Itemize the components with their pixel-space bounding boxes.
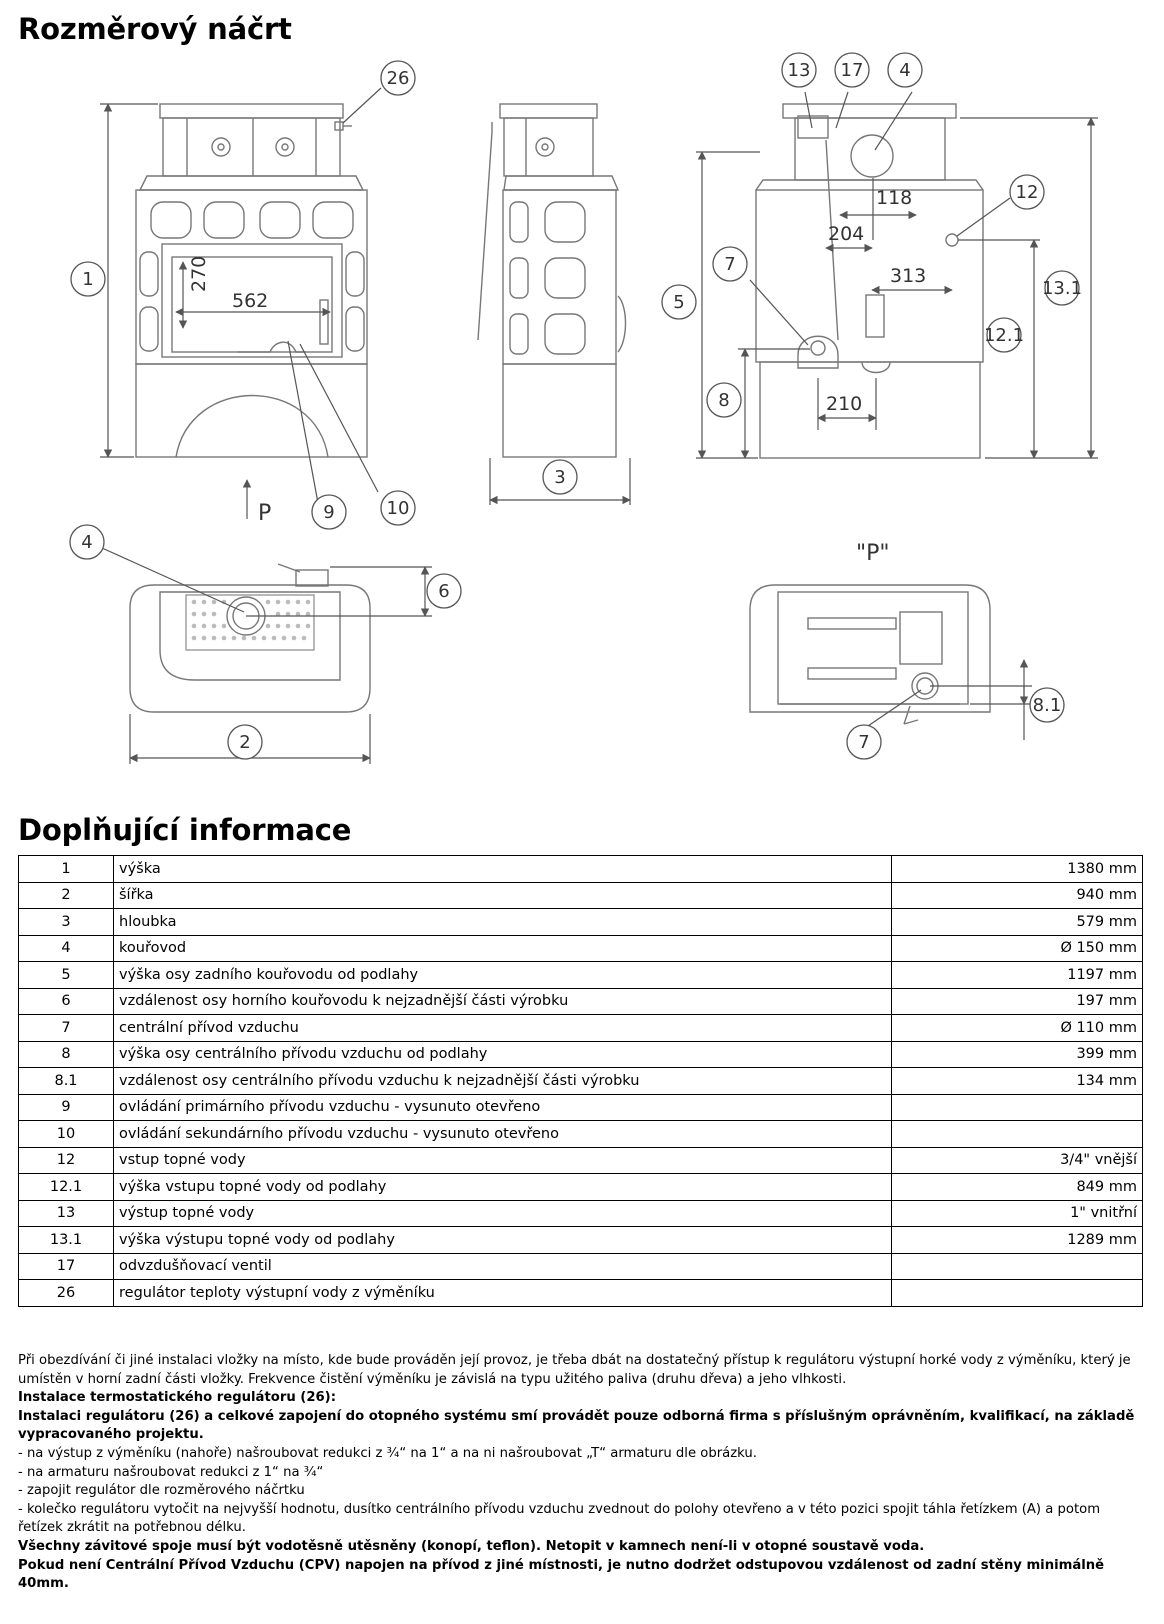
spec-label: šířka xyxy=(114,882,892,909)
spec-number: 9 xyxy=(19,1094,114,1121)
note-paragraph: - na armaturu našroubovat redukci z 1“ na ¾“ xyxy=(18,1464,324,1480)
spec-label: výstup topné vody xyxy=(114,1200,892,1227)
dimension-270: 270 xyxy=(188,255,210,292)
spec-label: výška výstupu topné vody od podlahy xyxy=(114,1227,892,1254)
sketch-heading: Rozměrový náčrt xyxy=(18,12,292,46)
spec-label: regulátor teploty výstupní vody z výměníku xyxy=(114,1280,892,1307)
table-row xyxy=(19,1041,1143,1068)
table-row xyxy=(19,1094,1143,1121)
spec-number: 3 xyxy=(19,909,114,936)
spec-number: 1 xyxy=(19,856,114,883)
table-row xyxy=(19,1227,1143,1254)
spec-value: 1" vnitřní xyxy=(892,1200,1143,1227)
spec-number: 5 xyxy=(19,962,114,989)
spec-value xyxy=(892,1280,1143,1307)
callout-13: 13 xyxy=(787,60,811,81)
dimension-210: 210 xyxy=(826,393,863,415)
spec-number: 6 xyxy=(19,988,114,1015)
table-row xyxy=(19,1174,1143,1201)
spec-value: 1289 mm xyxy=(892,1227,1143,1254)
note-paragraph: Všechny závitové spoje musí být vodotěsně utěsněny (konopí, teflon). Netopit v kamnech není-li v otopné soustavě voda. xyxy=(18,1538,925,1554)
table-row xyxy=(19,1280,1143,1307)
spec-value xyxy=(892,1094,1143,1121)
note-paragraph: Instalace termostatického regulátoru (26): xyxy=(18,1390,336,1406)
note-paragraph: Při obezdívání či jiné instalaci vložky na místo, kde bude prováděn její provoz, je třeba dbát na dostatečný přístup k regulátoru výstupní horké vody z výměníku, který je umístěn v horní zadní části vložky. Frekvence čistění výměníku je závislá na typu užitého paliva (druhu dřeva) a jeho vlhkosti. xyxy=(18,1353,1131,1387)
dimension-562: 562 xyxy=(232,290,269,312)
spec-label: výška xyxy=(114,856,892,883)
table-row xyxy=(19,882,1143,909)
spec-label: vstup topné vody xyxy=(114,1147,892,1174)
spec-value: 134 mm xyxy=(892,1068,1143,1095)
dimension-204: 204 xyxy=(828,223,865,245)
spec-label: ovládání primárního přívodu vzduchu - vysunuto otevřeno xyxy=(114,1094,892,1121)
bottom-view xyxy=(750,585,990,724)
spec-number: 13.1 xyxy=(19,1227,114,1254)
spec-value: 849 mm xyxy=(892,1174,1143,1201)
spec-number: 26 xyxy=(19,1280,114,1307)
callout-5: 5 xyxy=(673,292,685,313)
spec-value: 940 mm xyxy=(892,882,1143,909)
side-view xyxy=(478,104,626,457)
callout-10: 10 xyxy=(386,498,410,519)
callout-8: 8 xyxy=(718,390,730,411)
spec-label: výška osy zadního kouřovodu od podlahy xyxy=(114,962,892,989)
table-row xyxy=(19,935,1143,962)
callout-13-1: 13.1 xyxy=(1041,278,1083,299)
callout-4-rear-view: 4 xyxy=(899,60,911,81)
spec-number: 13 xyxy=(19,1200,114,1227)
spec-number: 7 xyxy=(19,1015,114,1042)
spec-number: 17 xyxy=(19,1253,114,1280)
dimension-drawing xyxy=(0,40,1164,820)
note-paragraph: Instalaci regulátoru (26) a celkové zapojení do otopného systému smí provádět pouze odborná firma s příslušným oprávněním, kvalifikací, na základě vypracovaného projektu. xyxy=(18,1408,1135,1443)
spec-value: 1380 mm xyxy=(892,856,1143,883)
note-paragraph: Pokud není Centrální Přívod Vzduchu (CPV) napojen na přívod z jiné místnosti, je nutno dodržet odstupovou vzdálenost od zadní stěny minimálně 40mm. xyxy=(18,1557,1105,1592)
table-row xyxy=(19,1068,1143,1095)
table-row xyxy=(19,962,1143,989)
spec-value: 3/4" vnější xyxy=(892,1147,1143,1174)
callout-9: 9 xyxy=(323,502,335,523)
spec-label: centrální přívod vzduchu xyxy=(114,1015,892,1042)
spec-label: výška osy centrálního přívodu vzduchu od podlahy xyxy=(114,1041,892,1068)
spec-label: kouřovod xyxy=(114,935,892,962)
view-arrow-label: P xyxy=(258,501,272,526)
note-paragraph: - na výstup z výměníku (nahoře) našroubovat redukci z ¾“ na 1“ a na ni našroubovat „T“ armaturu dle obrázku. xyxy=(18,1445,757,1461)
table-row xyxy=(19,988,1143,1015)
spec-number: 10 xyxy=(19,1121,114,1148)
spec-value: 399 mm xyxy=(892,1041,1143,1068)
spec-number: 12 xyxy=(19,1147,114,1174)
callout-3: 3 xyxy=(554,467,566,488)
spec-label: vzdálenost osy horního kouřovodu k nejzadnější části výrobku xyxy=(114,988,892,1015)
spec-number: 2 xyxy=(19,882,114,909)
table-row xyxy=(19,856,1143,883)
callout-8-1: 8.1 xyxy=(1032,695,1062,716)
callout-7-rear-view: 7 xyxy=(724,254,736,275)
callout-7-p-view: 7 xyxy=(858,732,870,753)
view-p-title: "P" xyxy=(856,541,890,566)
spec-table xyxy=(18,855,1143,1307)
spec-label: výška vstupu topné vody od podlahy xyxy=(114,1174,892,1201)
callout-6: 6 xyxy=(438,581,450,602)
info-heading: Doplňující informace xyxy=(18,813,352,847)
callout-4-top-view: 4 xyxy=(81,532,93,553)
front-view xyxy=(136,104,367,457)
spec-value xyxy=(892,1121,1143,1148)
spec-number: 4 xyxy=(19,935,114,962)
spec-number: 8 xyxy=(19,1041,114,1068)
callout-26: 26 xyxy=(386,68,410,89)
rear-view xyxy=(756,104,983,458)
callout-12: 12 xyxy=(1015,182,1039,203)
note-paragraph: - zapojit regulátor dle rozměrového náčrtku xyxy=(18,1483,305,1499)
spec-label: hloubka xyxy=(114,909,892,936)
table-row xyxy=(19,1253,1143,1280)
spec-number: 12.1 xyxy=(19,1174,114,1201)
note-paragraph: - kolečko regulátoru vytočit na nejvyšší hodnotu, dusítko centrálního přívodu vzduchu zvednout do polohy otevřeno a v této pozici spojit táhla řetízkem (A) a potom řetízek zkrátit na potřebnou délku. xyxy=(18,1501,1101,1536)
table-row xyxy=(19,1200,1143,1227)
spec-value: Ø 110 mm xyxy=(892,1015,1143,1042)
callout-2: 2 xyxy=(239,732,251,753)
callout-17: 17 xyxy=(840,60,864,81)
table-row xyxy=(19,1121,1143,1148)
spec-label: odvzdušňovací ventil xyxy=(114,1253,892,1280)
spec-number: 8.1 xyxy=(19,1068,114,1095)
notes-block xyxy=(18,1352,1143,1594)
table-row xyxy=(19,1015,1143,1042)
callout-12-1: 12.1 xyxy=(983,325,1025,346)
spec-label: vzdálenost osy centrálního přívodu vzduchu k nejzadnější části výrobku xyxy=(114,1068,892,1095)
spec-value: 197 mm xyxy=(892,988,1143,1015)
spec-value xyxy=(892,1253,1143,1280)
table-row xyxy=(19,1147,1143,1174)
table-row xyxy=(19,909,1143,936)
spec-value: 1197 mm xyxy=(892,962,1143,989)
spec-value: Ø 150 mm xyxy=(892,935,1143,962)
spec-value: 579 mm xyxy=(892,909,1143,936)
dimension-313: 313 xyxy=(890,265,927,287)
dimension-118: 118 xyxy=(876,187,913,209)
callout-1: 1 xyxy=(82,269,94,290)
top-view xyxy=(130,564,370,712)
spec-label: ovládání sekundárního přívodu vzduchu - vysunuto otevřeno xyxy=(114,1121,892,1148)
